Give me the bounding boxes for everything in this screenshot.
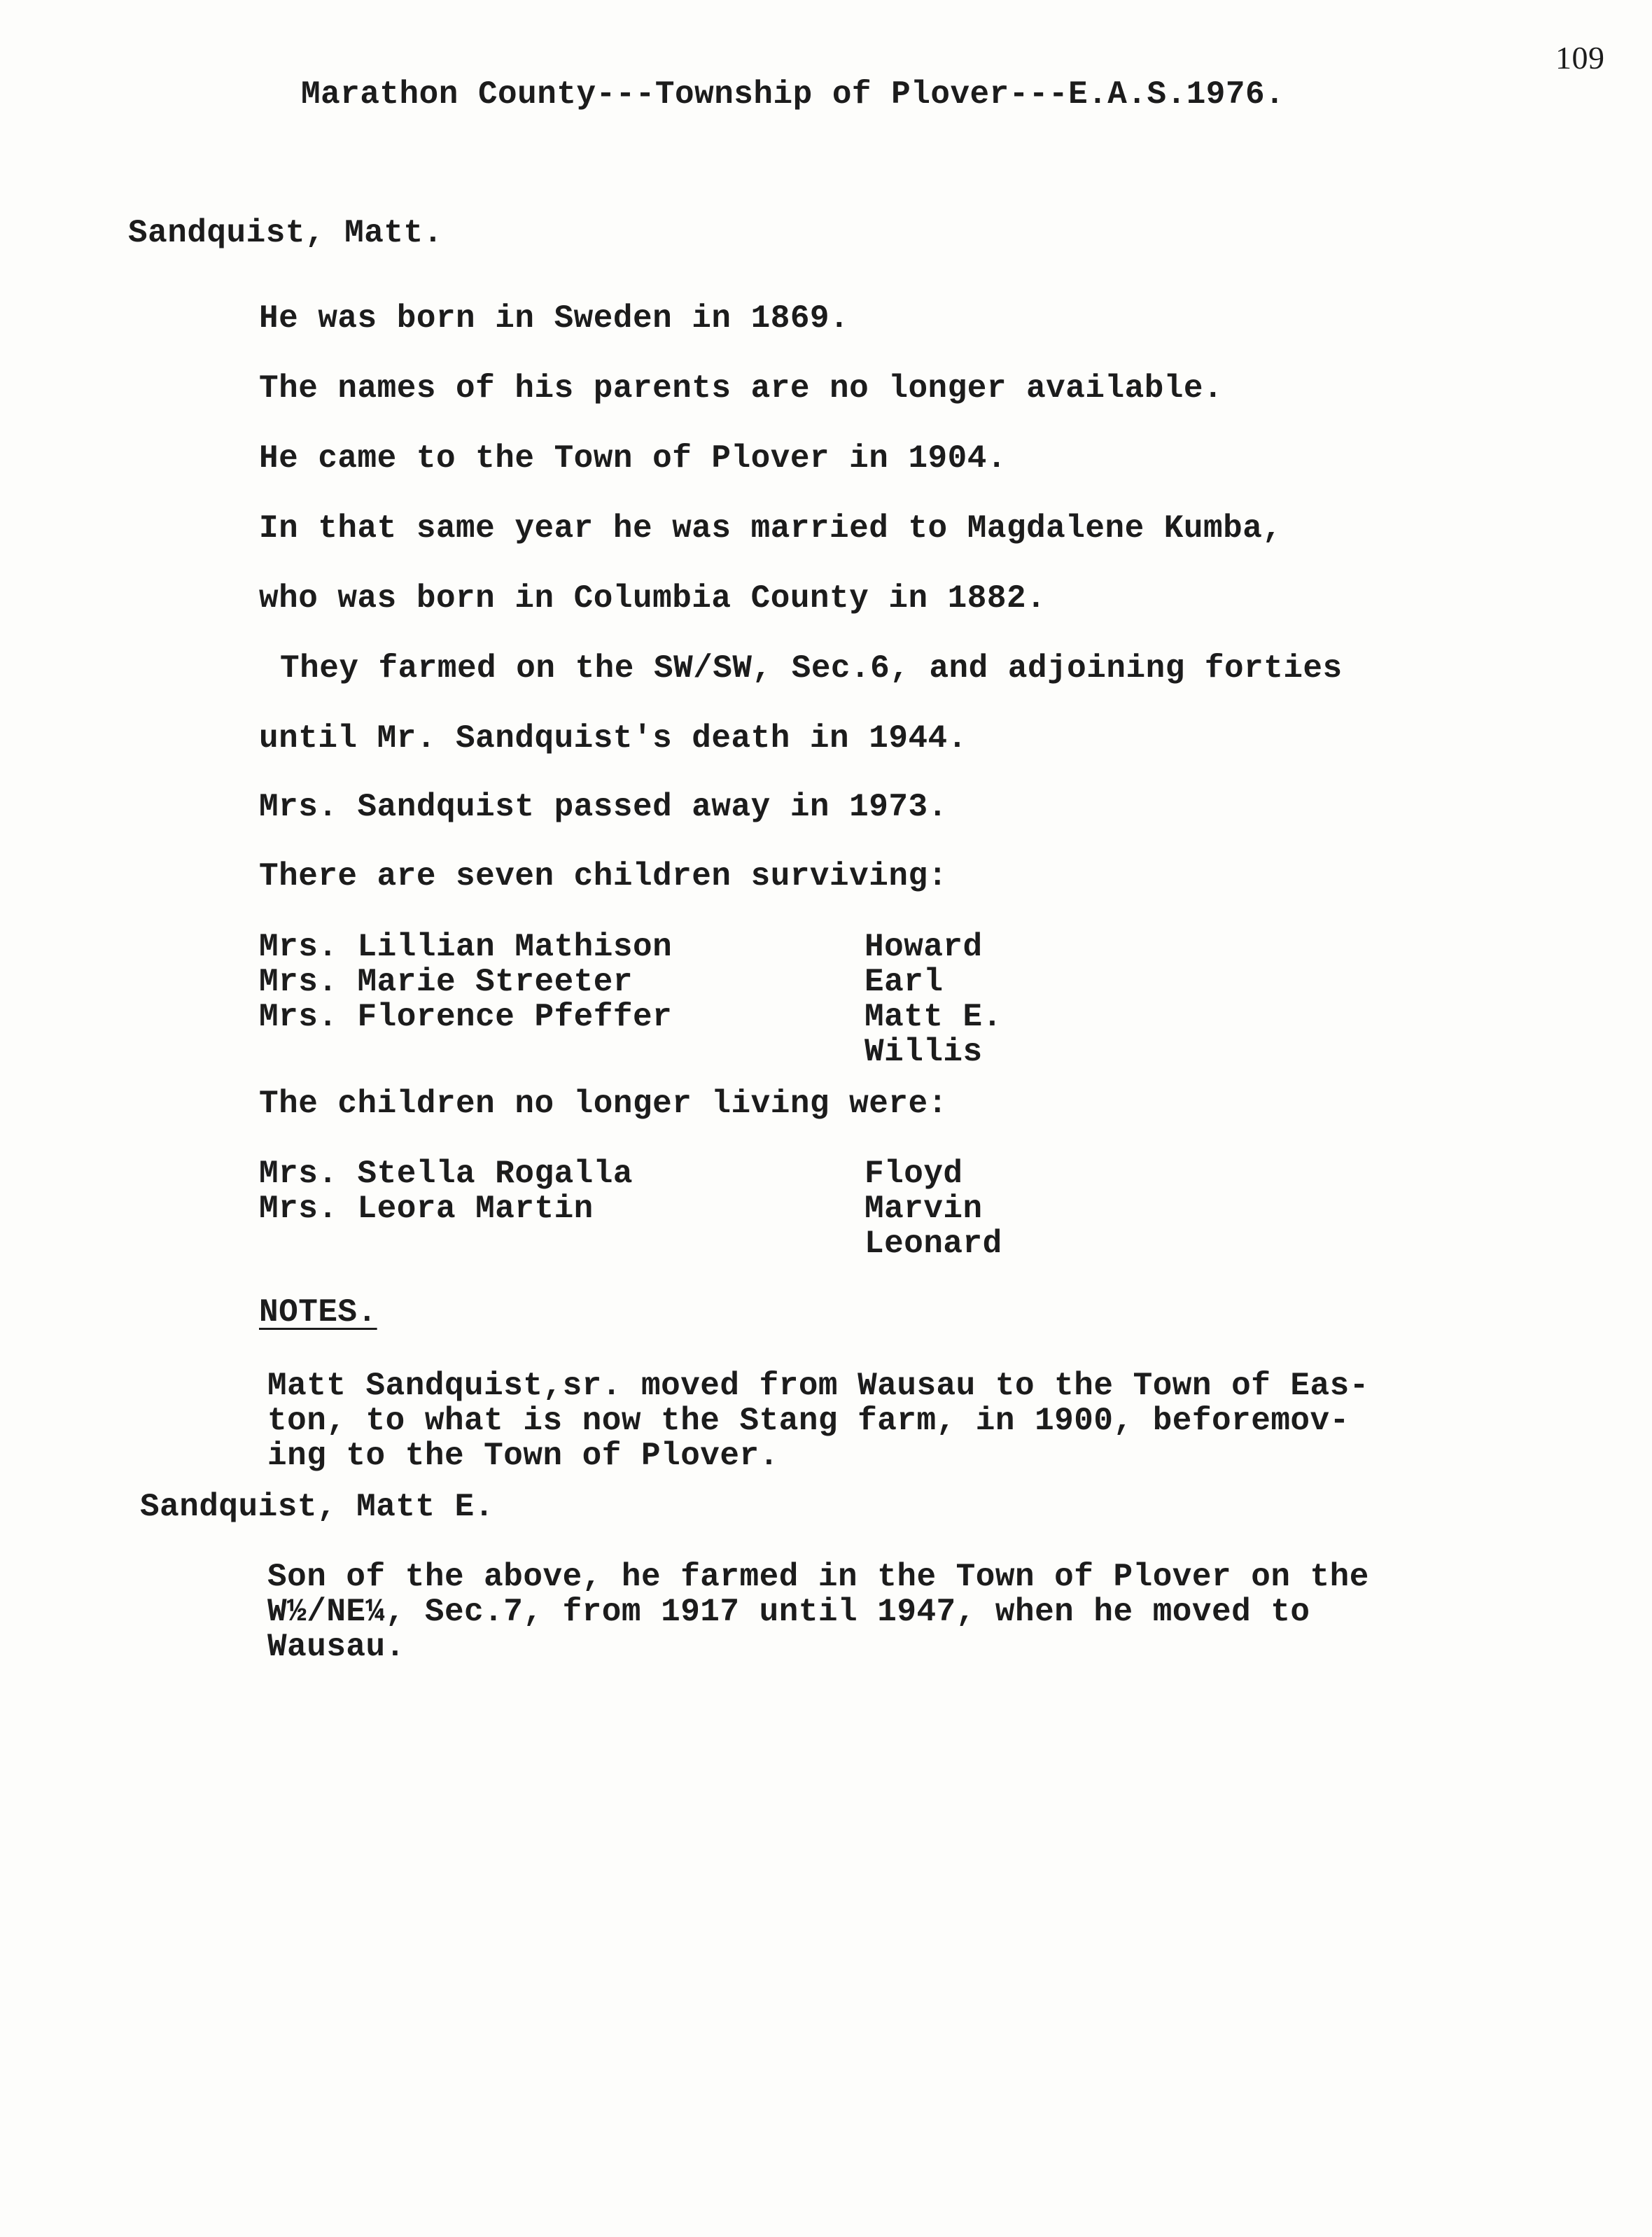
deceased-children-list [259, 1156, 1002, 1261]
child-name: Mrs. Florence Pfeffer [259, 999, 673, 1035]
entry-line: who was born in Columbia County in 1882. [259, 580, 1046, 617]
child-name: Marvin [864, 1191, 983, 1227]
notes-line: ton, to what is now the Stang farm, in 1900, beforemov- [267, 1403, 1350, 1439]
deceased-heading: The children no longer living were: [259, 1086, 948, 1122]
child-name: Leonard [864, 1226, 1002, 1262]
child-name: Willis [864, 1034, 983, 1070]
entry-line: Wausau. [267, 1629, 405, 1665]
entry-name: Sandquist, Matt. [128, 215, 443, 251]
child-name [259, 1035, 864, 1070]
entry-line: W½/NE¼, Sec.7, from 1917 until 1947, when he moved to [267, 1594, 1310, 1630]
entry-line: The names of his parents are no longer available. [259, 370, 1224, 407]
entry-line: He came to the Town of Plover in 1904. [259, 440, 1007, 477]
child-name: Mrs. Lillian Mathison [259, 929, 673, 965]
entry-line: They farmed on the SW/SW, Sec.6, and adjoining forties [280, 650, 1343, 687]
child-name: Matt E. [864, 999, 1002, 1035]
entry-line: until Mr. Sandquist's death in 1944. [259, 720, 967, 757]
child-name [259, 1226, 864, 1261]
child-name: Mrs. Stella Rogalla [259, 1156, 633, 1192]
page-header: Marathon County---Township of Plover---E.A.S.1976. [301, 76, 1285, 113]
child-name: Earl [864, 964, 944, 1000]
page-number: 109 [1555, 40, 1605, 76]
entry-line: Son of the above, he farmed in the Town of Plover on the [267, 1559, 1369, 1595]
entry-line: Mrs. Sandquist passed away in 1973. [259, 789, 948, 825]
entry-name: Sandquist, Matt E. [140, 1489, 494, 1525]
child-name: Mrs. Leora Martin [259, 1191, 594, 1227]
notes-heading: NOTES. [259, 1294, 377, 1331]
surviving-children-list [259, 930, 1002, 1070]
entry-line: In that same year he was married to Magdalene Kumba, [259, 510, 1282, 547]
child-name: Floyd [864, 1156, 963, 1192]
notes-line: Matt Sandquist,sr. moved from Wausau to the Town of Eas- [267, 1368, 1369, 1404]
child-name: Mrs. Marie Streeter [259, 964, 633, 1000]
entry-line: There are seven children surviving: [259, 858, 948, 895]
child-name: Howard [864, 929, 983, 965]
entry-line: He was born in Sweden in 1869. [259, 300, 850, 337]
notes-line: ing to the Town of Plover. [267, 1438, 779, 1474]
